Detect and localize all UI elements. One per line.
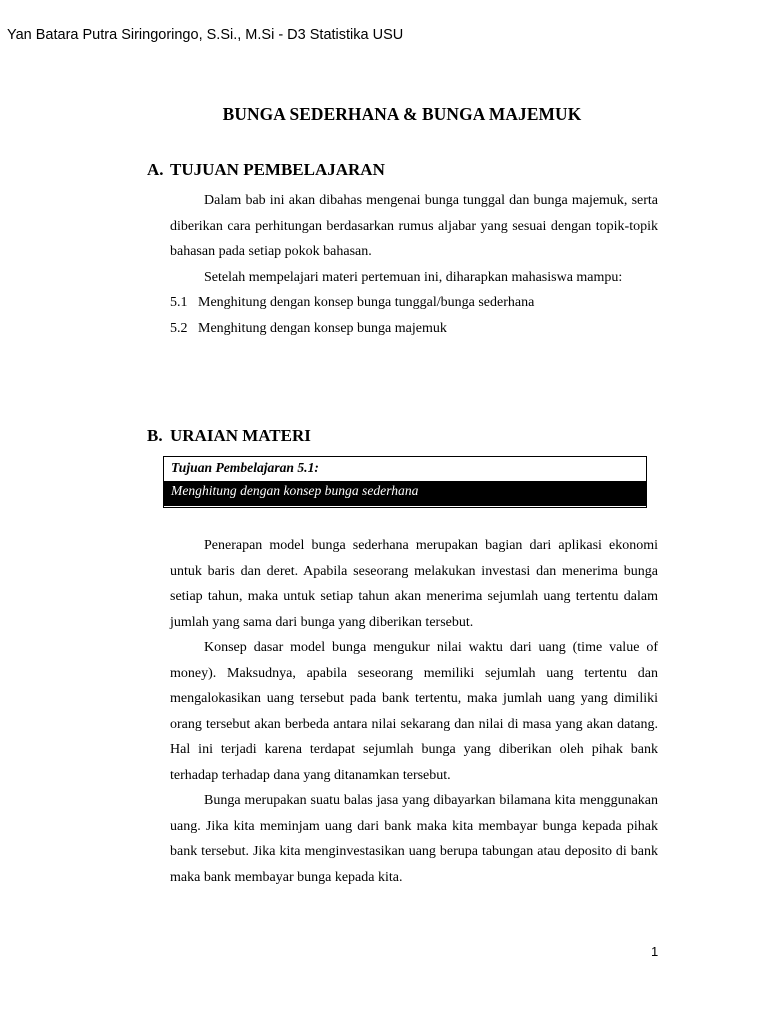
section-a-body <box>170 188 658 341</box>
objective-text: Menghitung dengan konsep bunga sederhana <box>164 481 646 506</box>
list-item-number: 5.2 <box>170 320 188 336</box>
section-b-heading <box>147 426 311 446</box>
paragraph: Penerapan model bunga sederhana merupakan bagian dari aplikasi ekonomi untuk baris dan deret. Apabila seseorang melakukan investasi dan menerima bunga setiap tahun, maka untuk setiap tahun akan menerima sejumlah uang tertentu dalam jumlah yang sama dari bunga yang diberikan tersebut. <box>170 538 658 630</box>
section-b-body <box>170 533 658 890</box>
paragraph: Konsep dasar model bunga mengukur nilai waktu dari uang (time value of money). Maksudnya, apabila seseorang memiliki sejumlah uang tertentu dan mengalokasikan uang tersebut pada bank tertentu, maka jumlah uang yang dimiliki orang tersebut akan berbeda antara nilai sekarang dan nilai di masa yang akan datang. Hal ini terjadi karena terdapat sejumlah bunga yang diberikan oleh pihak bank terhadap terhadap dana yang ditanamkan tersebut. <box>170 640 658 783</box>
section-a-title: TUJUAN PEMBELAJARAN <box>170 160 385 179</box>
section-b-letter: B. <box>147 426 163 445</box>
document-title: BUNGA SEDERHANA & BUNGA MAJEMUK <box>222 104 582 124</box>
list-item-text: Menghitung dengan konsep bunga majemuk <box>198 320 447 336</box>
list-item-text: Menghitung dengan konsep bunga tunggal/bunga sederhana <box>198 295 535 310</box>
list-item <box>170 316 658 342</box>
paragraph: Bunga merupakan suatu balas jasa yang dibayarkan bilamana kita menggunakan uang. Jika kita meminjam uang dari bank maka kita membayar bunga kepada pihak bank tersebut. Jika kita menginvestasikan uang berupa tabungan atau deposito di bank maka bank membayar bunga kepada kita. <box>170 793 658 885</box>
learning-objective-box <box>163 456 647 508</box>
objective-label: Tujuan Pembelajaran 5.1: <box>171 460 319 475</box>
paragraph: Dalam bab ini akan dibahas mengenai bunga tunggal dan bunga majemuk, serta diberikan cara perhitungan berdasarkan rumus aljabar yang sesuai dengan topik-topik bahasan pada setiap pokok bahasan. <box>170 193 658 259</box>
paragraph: Setelah mempelajari materi pertemuan ini, diharapkan mahasiswa mampu: <box>204 269 623 285</box>
list-item <box>170 290 658 316</box>
page-header: Yan Batara Putra Siringoringo, S.Si., M.Si - D3 Statistika USU <box>7 27 404 43</box>
section-b-title: URAIAN MATERI <box>170 426 311 445</box>
section-a-heading <box>147 160 385 180</box>
section-a-letter: A. <box>147 160 164 179</box>
page-number: 1 <box>651 944 659 959</box>
list-item-number: 5.1 <box>170 295 188 310</box>
